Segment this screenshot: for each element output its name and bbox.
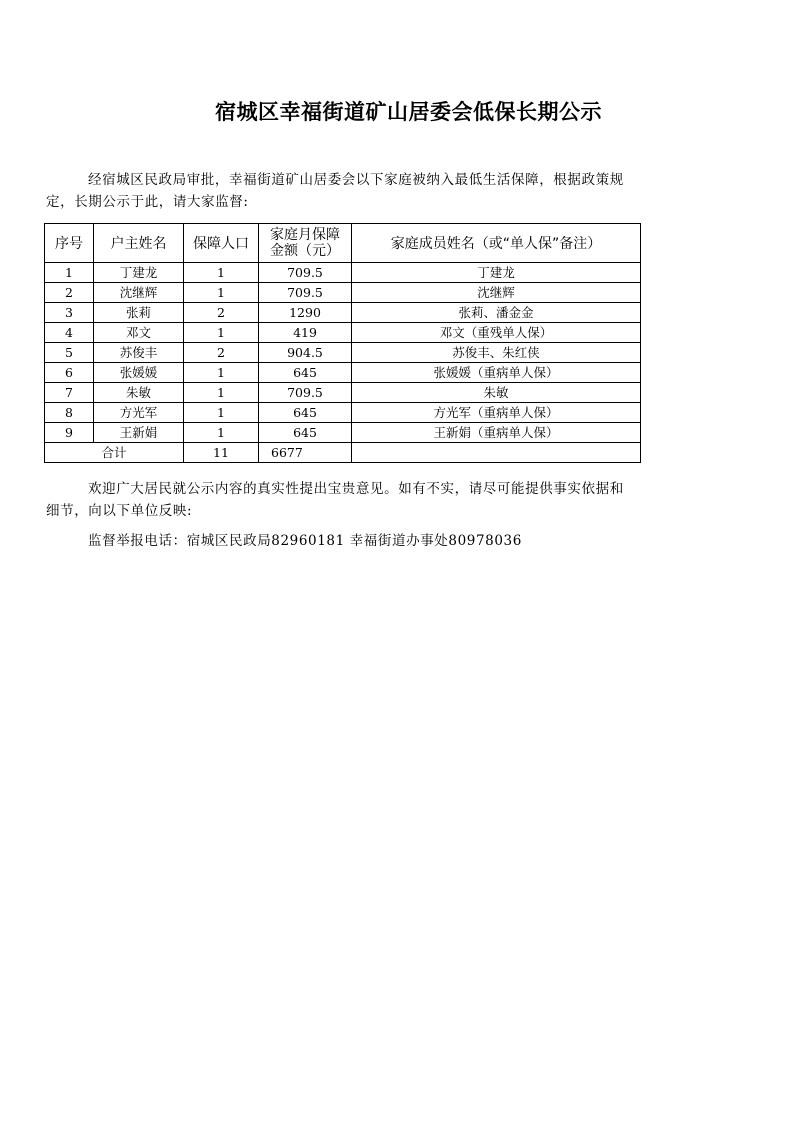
header-household-head: 户主姓名: [94, 224, 184, 263]
cell-members: 方光军（重病单人保）: [352, 403, 641, 423]
cell-amount: 645: [259, 423, 352, 443]
table-row: [45, 383, 641, 403]
cell-seq: 4: [45, 323, 94, 343]
hotline-line: 监督举报电话：宿城区民政局82960181 幸福街道办事处80978036: [88, 533, 522, 549]
table-row: [45, 303, 641, 323]
cell-amount: 709.5: [259, 283, 352, 303]
cell-amount: 419: [259, 323, 352, 343]
cell-head: 苏俊丰: [94, 343, 184, 363]
header-amount-line1: 家庭月保障: [270, 227, 340, 243]
cell-amount: 645: [259, 363, 352, 383]
cell-people: 1: [184, 323, 259, 343]
table-header-row: [45, 224, 641, 263]
page-title: 宿城区幸福街道矿山居委会低保长期公示: [215, 100, 602, 124]
cell-members: 邓文（重残单人保）: [352, 323, 641, 343]
cell-head: 张媛媛: [94, 363, 184, 383]
header-members: 家庭成员姓名（或“单人保”备注）: [352, 224, 641, 263]
total-label: 合计: [45, 443, 184, 463]
header-people: 保障人口: [184, 224, 259, 263]
table-row: [45, 423, 641, 443]
cell-people: 1: [184, 363, 259, 383]
cell-head: 朱敏: [94, 383, 184, 403]
cell-seq: 3: [45, 303, 94, 323]
cell-amount: 709.5: [259, 383, 352, 403]
cell-seq: 9: [45, 423, 94, 443]
cell-amount: 1290: [259, 303, 352, 323]
cell-members: 苏俊丰、朱红侠: [352, 343, 641, 363]
cell-seq: 8: [45, 403, 94, 423]
cell-members: 朱敏: [352, 383, 641, 403]
table-row: [45, 363, 641, 383]
cell-seq: 5: [45, 343, 94, 363]
cell-members: 丁建龙: [352, 263, 641, 283]
header-seq: 序号: [45, 224, 94, 263]
cell-amount: 709.5: [259, 263, 352, 283]
cell-seq: 2: [45, 283, 94, 303]
total-amount: 6677: [259, 443, 352, 463]
cell-seq: 6: [45, 363, 94, 383]
cell-people: 1: [184, 283, 259, 303]
intro-paragraph: 经宿城区民政局审批，幸福街道矿山居委会以下家庭被纳入最低生活保障，根据政策规定，长期公示于此，请大家监督:: [46, 172, 624, 210]
cell-members: 沈继辉: [352, 283, 641, 303]
table-row: [45, 283, 641, 303]
cell-head: 王新娟: [94, 423, 184, 443]
total-people: 11: [184, 443, 259, 463]
table-row: [45, 343, 641, 363]
cell-people: 2: [184, 343, 259, 363]
subsidy-table: [44, 223, 641, 463]
cell-people: 1: [184, 383, 259, 403]
cell-head: 张莉: [94, 303, 184, 323]
cell-members: 王新娟（重病单人保）: [352, 423, 641, 443]
table-total-row: [45, 443, 641, 463]
welcome-paragraph: 欢迎广大居民就公示内容的真实性提出宝贵意见。如有不实，请尽可能提供事实依据和细节，向以下单位反映:: [46, 481, 624, 519]
cell-people: 1: [184, 423, 259, 443]
cell-members: 张媛媛（重病单人保）: [352, 363, 641, 383]
total-members-empty: [352, 443, 641, 463]
cell-amount: 904.5: [259, 343, 352, 363]
cell-seq: 1: [45, 263, 94, 283]
cell-people: 2: [184, 303, 259, 323]
table-row: [45, 263, 641, 283]
table-row: [45, 403, 641, 423]
table-row: [45, 323, 641, 343]
cell-head: 沈继辉: [94, 283, 184, 303]
cell-members: 张莉、潘金金: [352, 303, 641, 323]
cell-amount: 645: [259, 403, 352, 423]
header-amount: [259, 224, 352, 263]
cell-head: 邓文: [94, 323, 184, 343]
header-amount-line2: 金额（元）: [270, 243, 340, 259]
cell-people: 1: [184, 403, 259, 423]
cell-head: 丁建龙: [94, 263, 184, 283]
cell-people: 1: [184, 263, 259, 283]
cell-seq: 7: [45, 383, 94, 403]
cell-head: 方光军: [94, 403, 184, 423]
